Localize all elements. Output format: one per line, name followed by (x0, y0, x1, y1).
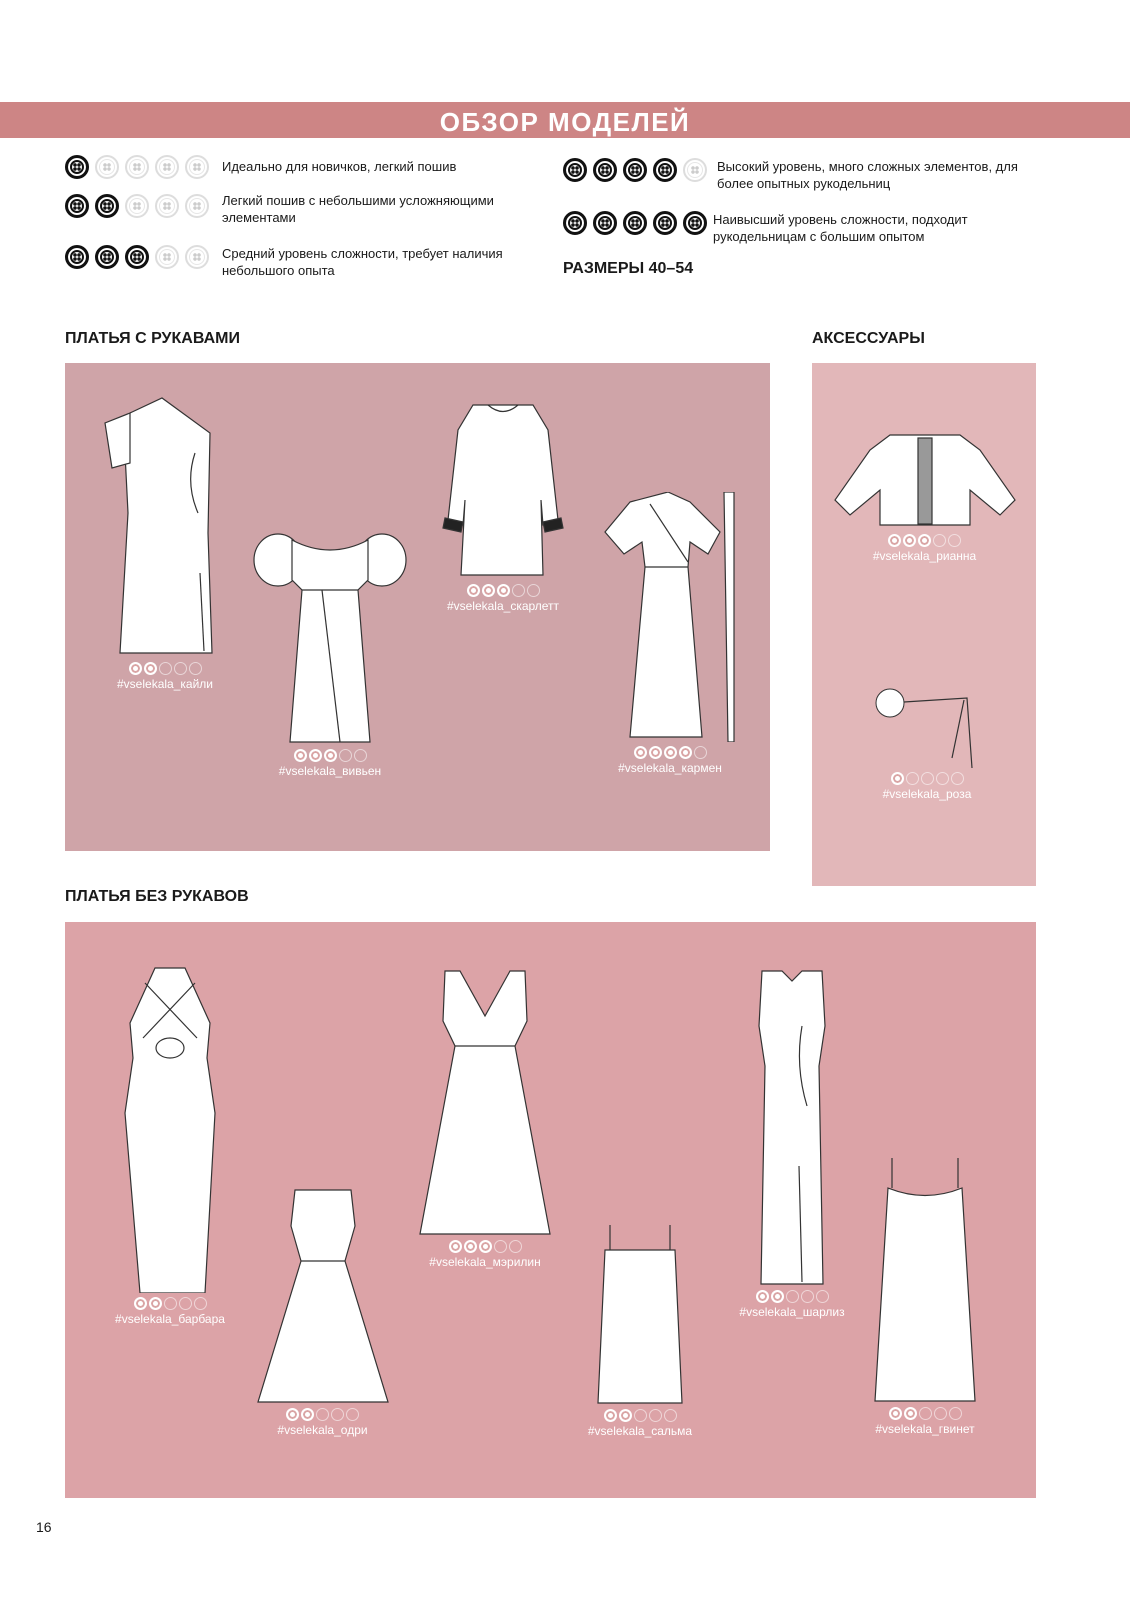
difficulty-rating (410, 1240, 560, 1253)
button-filled-icon (563, 158, 587, 182)
rating-empty-icon (189, 662, 202, 675)
rating-filled-icon (771, 1290, 784, 1303)
model-tag: #vselekala_одри (277, 1423, 368, 1437)
model-tag: #vselekala_роза (882, 787, 972, 801)
rating-empty-icon (816, 1290, 829, 1303)
difficulty-rating (100, 1297, 240, 1310)
rating-filled-icon (479, 1240, 492, 1253)
model-card[interactable] (100, 963, 240, 1326)
rating-empty-icon (951, 772, 964, 785)
rating-empty-icon (921, 772, 934, 785)
model-card[interactable] (575, 1220, 705, 1438)
rating-empty-icon (512, 584, 525, 597)
rating-filled-icon (604, 1409, 617, 1422)
rating-empty-icon (331, 1408, 344, 1421)
button-empty-icon (125, 155, 149, 179)
rating-empty-icon (509, 1240, 522, 1253)
rating-empty-icon (664, 1409, 677, 1422)
difficulty-rating (70, 662, 260, 675)
rating-empty-icon (494, 1240, 507, 1253)
model-card[interactable] (250, 1186, 395, 1437)
rating-filled-icon (309, 749, 322, 762)
rating-filled-icon (286, 1408, 299, 1421)
rating-empty-icon (339, 749, 352, 762)
dress-scarlett-sketch (433, 400, 573, 580)
jacket-rianna-sketch (830, 430, 1020, 530)
rating-filled-icon (756, 1290, 769, 1303)
difficulty-level-5-icons (563, 211, 707, 235)
button-empty-icon (185, 194, 209, 218)
rating-filled-icon (149, 1297, 162, 1310)
rating-empty-icon (527, 584, 540, 597)
difficulty-level-4-icons (563, 158, 707, 182)
rating-empty-icon (634, 1409, 647, 1422)
rating-empty-icon (919, 1407, 932, 1420)
model-tag: #vselekala_кармен (618, 761, 722, 775)
rating-filled-icon (904, 1407, 917, 1420)
difficulty-rating (250, 1408, 395, 1421)
button-filled-icon (683, 211, 707, 235)
legend-level-5-text: Наивысший уровень сложности, подходит рукодельницам с большим опытом (713, 212, 968, 244)
rating-empty-icon (694, 746, 707, 759)
dress-odri-sketch (253, 1186, 393, 1404)
button-filled-icon (125, 245, 149, 269)
rating-empty-icon (194, 1297, 207, 1310)
legend-level-2-text: Легкий пошив с небольшими усложняющими элементами (222, 193, 494, 225)
rating-filled-icon (649, 746, 662, 759)
model-card[interactable] (433, 400, 573, 613)
rating-filled-icon (903, 534, 916, 547)
rating-filled-icon (464, 1240, 477, 1253)
button-empty-icon (155, 155, 179, 179)
model-tag: #vselekala_вивьен (278, 764, 382, 778)
button-filled-icon (65, 194, 89, 218)
button-filled-icon (95, 245, 119, 269)
rating-filled-icon (619, 1409, 632, 1422)
rating-filled-icon (918, 534, 931, 547)
model-tag: #vselekala_шарлиз (739, 1305, 845, 1319)
model-card[interactable] (245, 520, 415, 778)
rating-filled-icon (891, 772, 904, 785)
rating-filled-icon (294, 749, 307, 762)
rating-empty-icon (159, 662, 172, 675)
rating-empty-icon (933, 534, 946, 547)
rating-empty-icon (316, 1408, 329, 1421)
dress-barbara-sketch (115, 963, 225, 1293)
difficulty-level-3-icons (65, 245, 209, 269)
rating-filled-icon (467, 584, 480, 597)
sizes-label: РАЗМЕРЫ 40–54 (563, 260, 694, 277)
section-title-accessories: АКСЕССУАРЫ (812, 330, 925, 347)
difficulty-rating (862, 772, 992, 785)
rating-empty-icon (346, 1408, 359, 1421)
rating-filled-icon (497, 584, 510, 597)
rating-empty-icon (934, 1407, 947, 1420)
button-filled-icon (593, 211, 617, 235)
model-tag: #vselekala_барбара (115, 1312, 225, 1326)
button-filled-icon (623, 211, 647, 235)
dress-marilyn-sketch (415, 966, 555, 1236)
dress-vivien-sketch (250, 520, 410, 745)
rating-empty-icon (164, 1297, 177, 1310)
difficulty-level-1-icons (65, 155, 209, 179)
button-empty-icon (683, 158, 707, 182)
rating-empty-icon (906, 772, 919, 785)
difficulty-rating (245, 749, 415, 762)
legend-level-3-text: Средний уровень сложности, требует наличия небольшого опыта (222, 246, 503, 278)
model-tag: #vselekala_скарлетт (446, 599, 560, 613)
rating-filled-icon (679, 746, 692, 759)
dress-carmen-sketch (590, 492, 750, 742)
page-number: 16 (36, 1519, 52, 1535)
button-filled-icon (653, 158, 677, 182)
rating-empty-icon (936, 772, 949, 785)
rating-empty-icon (179, 1297, 192, 1310)
rating-empty-icon (948, 534, 961, 547)
model-tag: #vselekala_рианна (872, 549, 977, 563)
rating-empty-icon (649, 1409, 662, 1422)
button-filled-icon (653, 211, 677, 235)
model-tag: #vselekala_сальма (587, 1424, 693, 1438)
page-banner (0, 102, 1130, 138)
rating-empty-icon (786, 1290, 799, 1303)
model-tag: #vselekala_кайли (117, 677, 213, 691)
page-title: ОБЗОР МОДЕЛЕЙ (439, 107, 691, 137)
button-empty-icon (95, 155, 119, 179)
button-filled-icon (65, 245, 89, 269)
rating-filled-icon (144, 662, 157, 675)
difficulty-rating (860, 1407, 990, 1420)
rating-filled-icon (889, 1407, 902, 1420)
rating-empty-icon (174, 662, 187, 675)
button-empty-icon (155, 245, 179, 269)
model-card[interactable] (590, 492, 750, 775)
model-card[interactable] (410, 966, 560, 1269)
difficulty-rating (575, 1409, 705, 1422)
button-empty-icon (185, 245, 209, 269)
difficulty-rating (822, 534, 1027, 547)
model-card[interactable] (822, 430, 1027, 563)
rating-empty-icon (801, 1290, 814, 1303)
dress-gwyneth-sketch (870, 1153, 980, 1403)
button-filled-icon (563, 211, 587, 235)
model-card[interactable] (722, 966, 862, 1319)
button-filled-icon (593, 158, 617, 182)
rating-filled-icon (634, 746, 647, 759)
button-empty-icon (185, 155, 209, 179)
section-title-sleeves: ПЛАТЬЯ С РУКАВАМИ (65, 330, 240, 347)
rating-empty-icon (949, 1407, 962, 1420)
model-tag: #vselekala_мэрилин (429, 1255, 541, 1269)
difficulty-level-2-icons (65, 194, 209, 218)
rating-filled-icon (134, 1297, 147, 1310)
model-card[interactable] (70, 393, 260, 691)
button-filled-icon (95, 194, 119, 218)
rating-filled-icon (324, 749, 337, 762)
belt-roza-sketch (872, 688, 982, 768)
rating-filled-icon (664, 746, 677, 759)
button-empty-icon (125, 194, 149, 218)
dress-charlize-sketch (747, 966, 837, 1286)
dress-kaili-sketch (100, 393, 230, 658)
button-filled-icon (623, 158, 647, 182)
button-empty-icon (155, 194, 179, 218)
difficulty-rating (590, 746, 750, 759)
model-card[interactable] (862, 688, 992, 801)
rating-filled-icon (888, 534, 901, 547)
rating-filled-icon (129, 662, 142, 675)
difficulty-rating (433, 584, 573, 597)
rating-filled-icon (449, 1240, 462, 1253)
model-card[interactable] (860, 1153, 990, 1436)
model-tag: #vselekala_гвинет (875, 1422, 975, 1436)
legend-level-1-text: Идеально для новичков, легкий пошив (222, 159, 457, 174)
rating-filled-icon (482, 584, 495, 597)
legend-level-4-text: Высокий уровень, много сложных элементов, для более опытных рукодельниц (717, 159, 1018, 191)
rating-empty-icon (354, 749, 367, 762)
rating-filled-icon (301, 1408, 314, 1421)
difficulty-rating (722, 1290, 862, 1303)
dress-salma-sketch (590, 1220, 690, 1405)
button-filled-icon (65, 155, 89, 179)
section-title-sleeveless: ПЛАТЬЯ БЕЗ РУКАВОВ (65, 888, 249, 905)
